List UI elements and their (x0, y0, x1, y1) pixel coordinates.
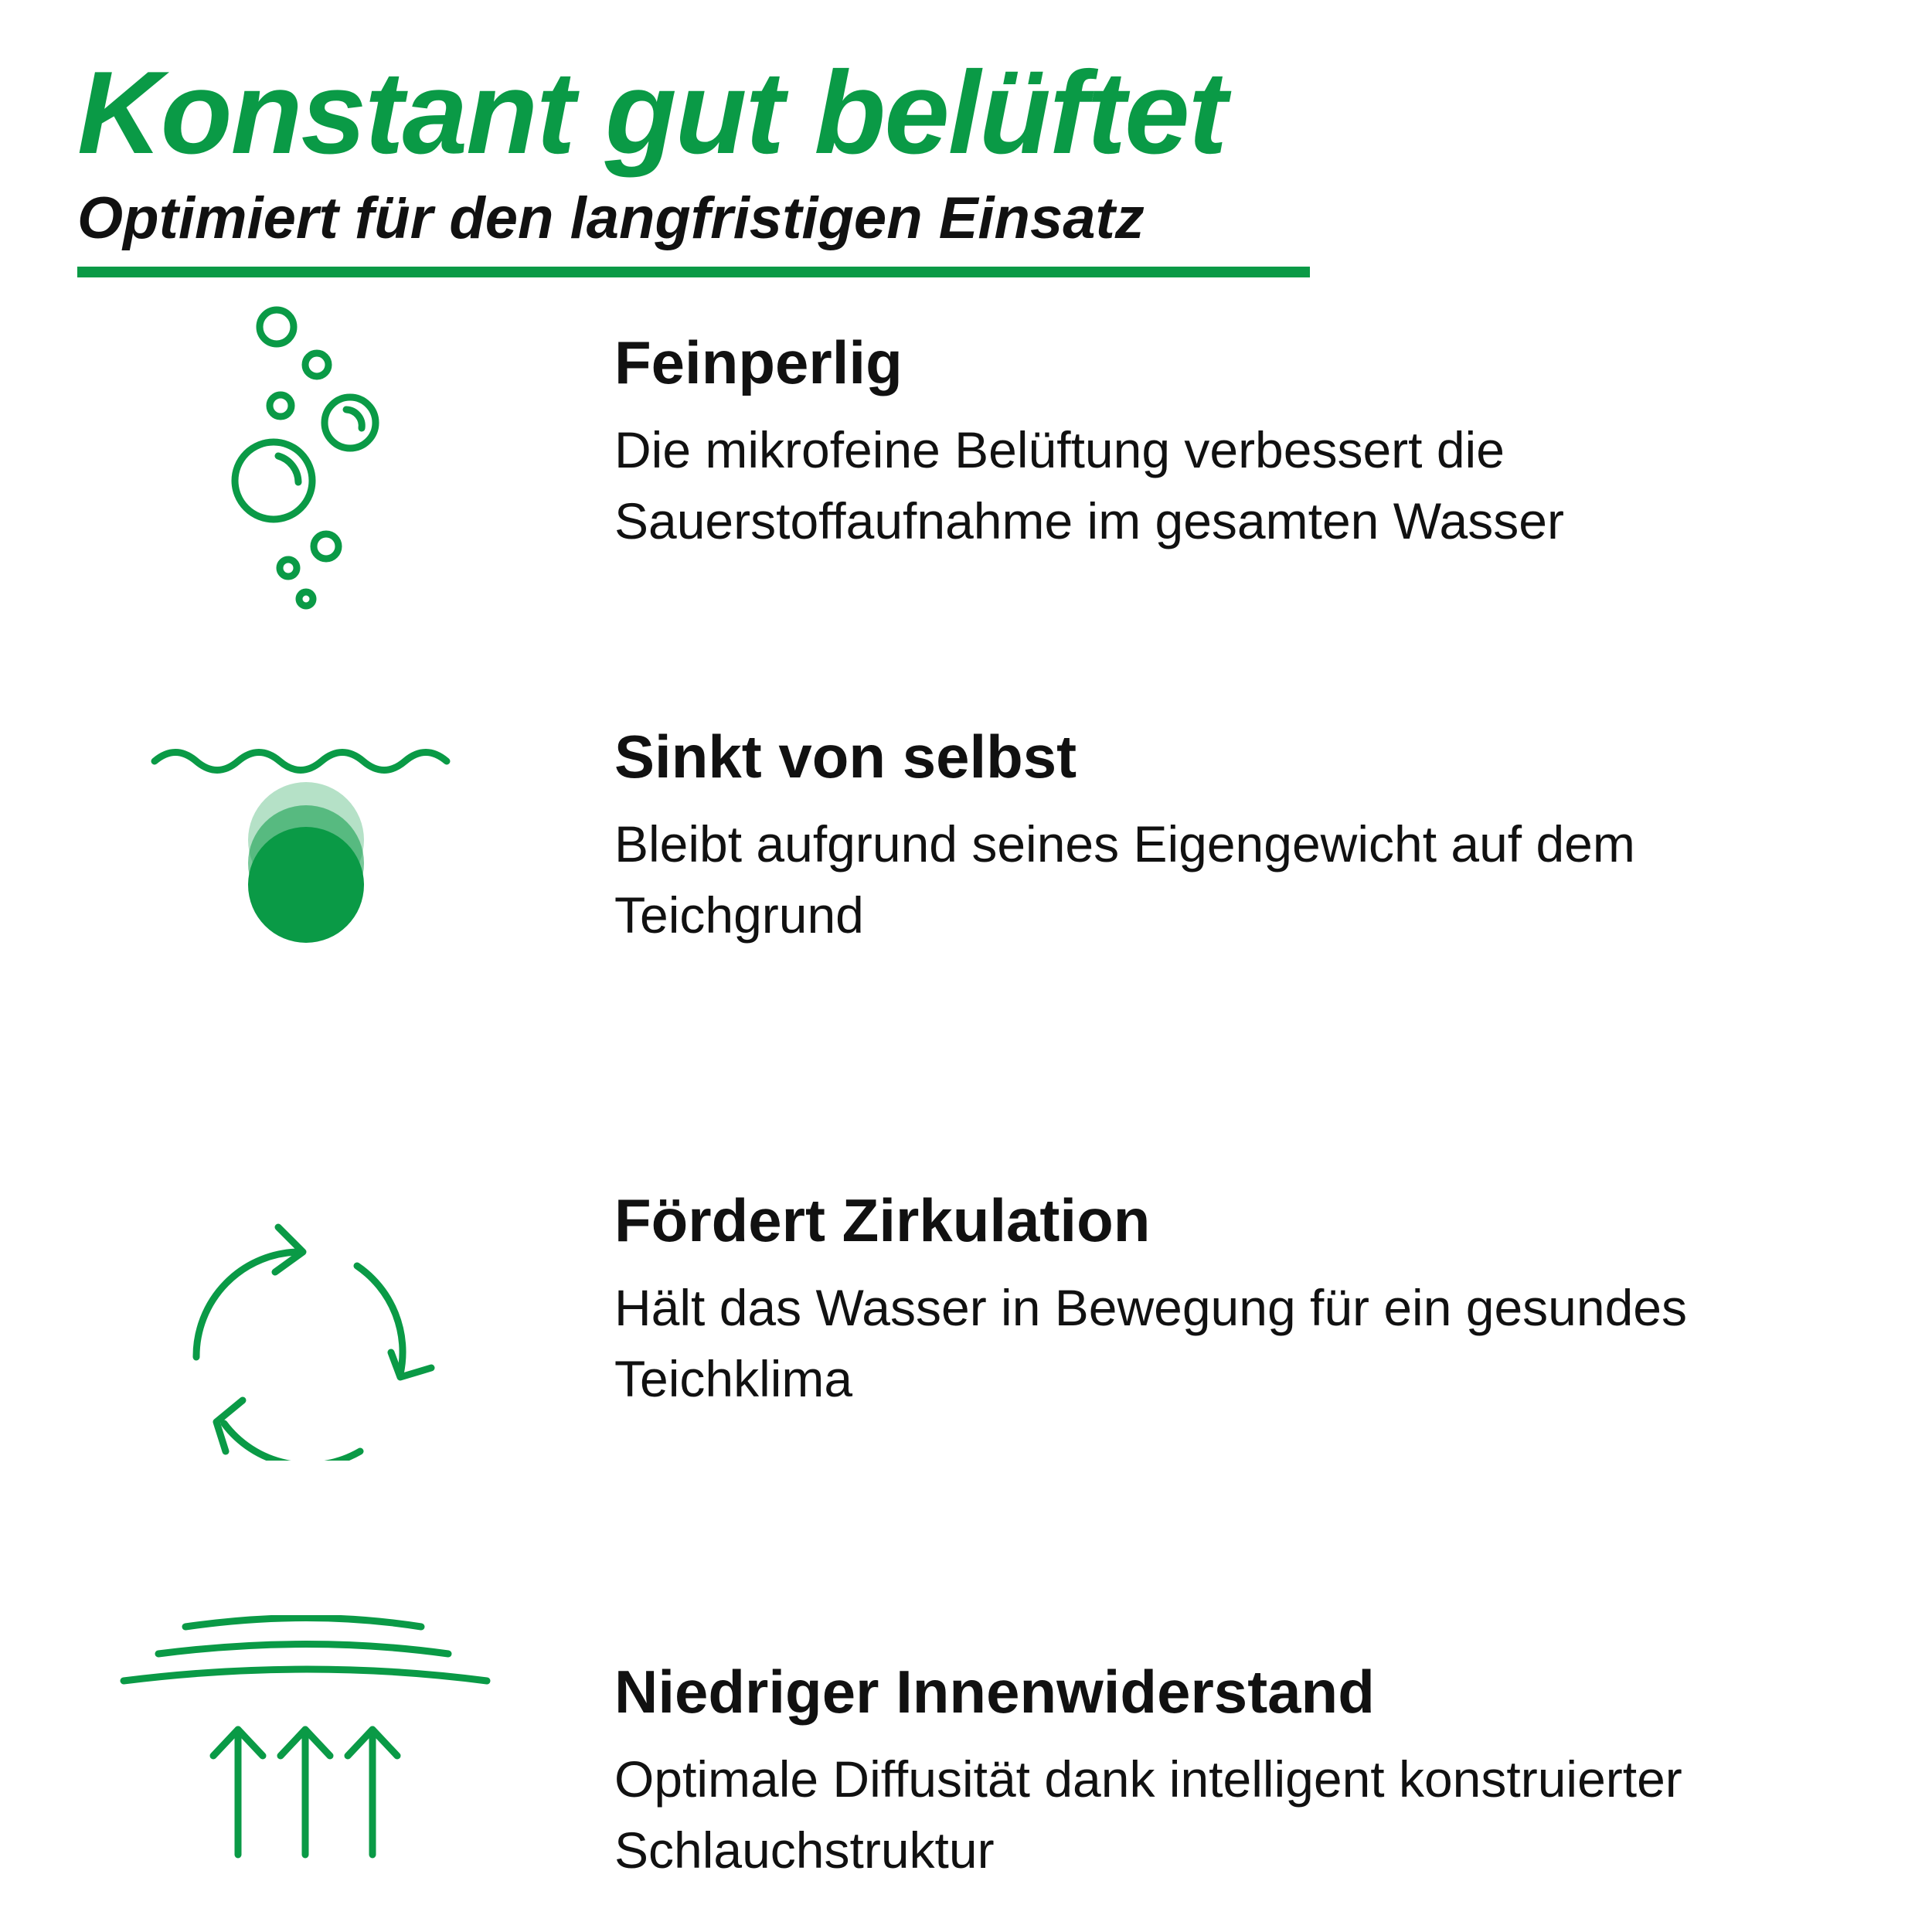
feature-title: Sinkt von selbst (614, 723, 1077, 791)
feature-niedriger-innenwiderstand (0, 1607, 1932, 1879)
upward-flow-icon (116, 1615, 502, 1870)
feature-description-line-1: Bleibt aufgrund seines Eigengewicht auf dem (614, 815, 1635, 872)
feature-description-line-2: Teichklima (614, 1350, 853, 1407)
feature-feinperlig (0, 294, 1932, 618)
circulation-arrows-icon (185, 1206, 448, 1461)
feature-description-line-2: Schlauchstruktur (614, 1821, 995, 1879)
feature-description-line-1: Die mikrofeine Belüftung verbessert die (614, 421, 1505, 478)
feature-description-line-1: Optimale Diffusität dank intelligent konstruierter (614, 1750, 1682, 1808)
feature-description-line-2: Teichgrund (614, 886, 864, 944)
page-subtitle: Optimiert für den langfristigen Einsatz (77, 185, 1145, 251)
feature-description-line-2: Sauerstoffaufnahme im gesamten Wasser (614, 492, 1564, 549)
feature-description-line-1: Hält das Wasser in Bewegung für ein gesundes (614, 1279, 1687, 1336)
feature-title: Fördert Zirkulation (614, 1186, 1151, 1254)
feature-sinkt-von-selbst (0, 723, 1932, 989)
feature-title: Niedriger Innenwiderstand (614, 1658, 1375, 1726)
feature-foerdert-zirkulation (0, 1182, 1932, 1461)
feature-title: Feinperlig (614, 328, 903, 396)
page-title: Konstant gut belüftet (77, 47, 1226, 179)
title-underline (77, 267, 1310, 277)
sinking-ball-icon (147, 726, 471, 989)
bubbles-icon (216, 294, 417, 618)
